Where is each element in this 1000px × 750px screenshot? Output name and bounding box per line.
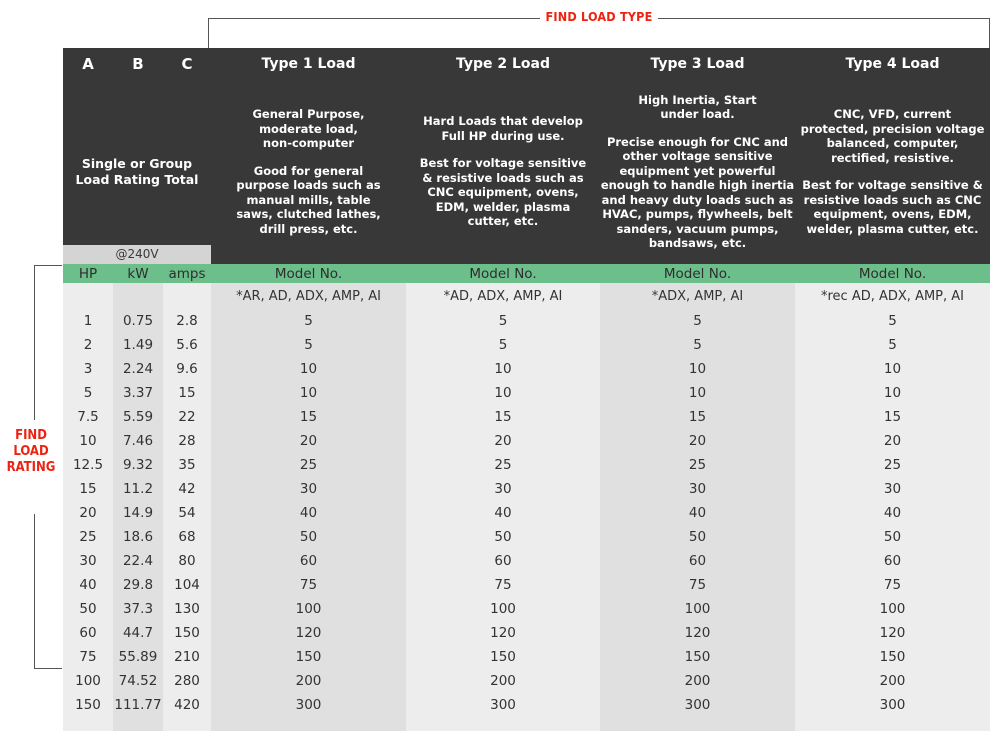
cell-hp: 12.5 (63, 453, 113, 477)
table-row (63, 429, 990, 453)
cell-model-type-3: 5 (600, 309, 795, 333)
table-row (63, 405, 990, 429)
cell-model-type-3: 120 (600, 621, 795, 645)
bracket-stem-left (208, 18, 209, 48)
cell-model-type-3: 30 (600, 477, 795, 501)
description-type-2-para-1: Hard Loads that develop Full HP during use. (423, 114, 583, 143)
tail-cell-t2 (406, 717, 600, 731)
load-rating-total-title (63, 79, 211, 264)
tail-cell-b (113, 717, 163, 731)
cell-model-type-4: 150 (795, 645, 990, 669)
cell-model-type-1: 200 (211, 669, 406, 693)
bracket-stem-right (989, 18, 990, 48)
cell-model-type-4: 25 (795, 453, 990, 477)
cell-kw: 29.8 (113, 573, 163, 597)
left-bracket-rail-bottom (34, 668, 62, 669)
cell-model-type-1: 120 (211, 621, 406, 645)
tail-cell-t3 (600, 717, 795, 731)
cell-kw: 11.2 (113, 477, 163, 501)
cell-model-type-2: 200 (406, 669, 600, 693)
cell-amps: 15 (163, 381, 211, 405)
cell-model-type-2: 300 (406, 693, 600, 717)
cell-hp: 60 (63, 621, 113, 645)
cell-kw: 44.7 (113, 621, 163, 645)
cell-kw: 111.77 (113, 693, 163, 717)
cell-model-type-2: 5 (406, 333, 600, 357)
find-load-rating-line-3: RATING (6, 460, 56, 475)
left-bracket-stem-top (34, 265, 35, 420)
cell-model-type-1: 30 (211, 477, 406, 501)
description-type-1-para-1: General Purpose, moderate load, non-computer (252, 107, 365, 150)
tail-cell-t1 (211, 717, 406, 731)
left-bracket-stem-bottom (34, 514, 35, 669)
cell-amps: 104 (163, 573, 211, 597)
description-type-3 (600, 79, 795, 264)
find-load-type-bracket (208, 9, 990, 48)
cell-model-type-1: 5 (211, 333, 406, 357)
unit-header-model-no-type-2: Model No. (406, 264, 600, 283)
cell-model-type-2: 25 (406, 453, 600, 477)
unit-header-model-no-type-1: Model No. (211, 264, 406, 283)
cell-model-type-3: 60 (600, 549, 795, 573)
table-row (63, 357, 990, 381)
units-header-row (63, 264, 990, 283)
cell-hp: 50 (63, 597, 113, 621)
header-row-descriptions (63, 79, 990, 264)
table-row (63, 549, 990, 573)
cell-model-type-2: 10 (406, 357, 600, 381)
cell-model-type-3: 10 (600, 381, 795, 405)
cell-model-type-4: 10 (795, 381, 990, 405)
column-header-type-3: Type 3 Load (600, 48, 795, 79)
cell-model-type-1: 10 (211, 357, 406, 381)
column-header-c: C (163, 48, 211, 79)
cell-amps: 68 (163, 525, 211, 549)
tail-cell-a (63, 717, 113, 731)
cell-model-type-2: 75 (406, 573, 600, 597)
cell-model-type-1: 15 (211, 405, 406, 429)
cell-hp: 10 (63, 429, 113, 453)
cell-hp: 75 (63, 645, 113, 669)
cell-model-type-2: 10 (406, 381, 600, 405)
cell-amps: 80 (163, 549, 211, 573)
cell-model-type-2: 60 (406, 549, 600, 573)
table-row (63, 693, 990, 717)
table-row (63, 525, 990, 549)
description-type-4-para-2: Best for voltage sensitive & resistive loads such as CNC equipment, ovens, EDM, welder, plasma cutter, etc. (802, 178, 983, 236)
cell-model-type-2: 120 (406, 621, 600, 645)
cell-kw: 7.46 (113, 429, 163, 453)
description-type-1-para-2: Good for general purpose loads such as manual mills, table saws, clutched lathes, drill press, etc. (236, 163, 381, 236)
cell-model-type-1: 25 (211, 453, 406, 477)
cell-model-type-2: 20 (406, 429, 600, 453)
cell-model-type-2: 15 (406, 405, 600, 429)
cell-amps: 9.6 (163, 357, 211, 381)
cell-model-type-1: 10 (211, 381, 406, 405)
cell-model-type-4: 100 (795, 597, 990, 621)
find-load-rating-line-2: LOAD (13, 444, 49, 459)
tail-cell-t4 (795, 717, 990, 731)
cell-model-type-4: 75 (795, 573, 990, 597)
table-row (63, 573, 990, 597)
cell-model-type-4: 15 (795, 405, 990, 429)
cell-kw: 5.59 (113, 405, 163, 429)
cell-model-type-4: 40 (795, 501, 990, 525)
description-type-2-para-2: Best for voltage sensitive & resistive loads such as CNC equipment, ovens, EDM, welder, plasma cutter, etc. (419, 156, 587, 229)
cell-model-type-4: 30 (795, 477, 990, 501)
volt-badge: @240V (63, 245, 211, 264)
cell-kw: 74.52 (113, 669, 163, 693)
cell-amps: 42 (163, 477, 211, 501)
cell-model-type-3: 75 (600, 573, 795, 597)
table-row (63, 669, 990, 693)
left-bracket-rail-top (34, 265, 62, 266)
description-type-4 (795, 79, 990, 264)
cell-kw: 1.49 (113, 333, 163, 357)
table-row (63, 309, 990, 333)
cell-amps: 420 (163, 693, 211, 717)
cell-model-type-3: 5 (600, 333, 795, 357)
table-row (63, 597, 990, 621)
model-code-blank-c (163, 283, 211, 309)
model-code-blank-a (63, 283, 113, 309)
description-type-4-para-1: CNC, VFD, current protected, precision voltage balanced, computer, rectified, resistive. (800, 107, 985, 165)
find-load-rating-line-1: FIND (15, 428, 47, 443)
cell-model-type-4: 20 (795, 429, 990, 453)
cell-kw: 55.89 (113, 645, 163, 669)
description-type-3-para-1: High Inertia, Start under load. (638, 92, 757, 121)
cell-kw: 9.32 (113, 453, 163, 477)
bracket-rail-left (208, 18, 540, 19)
cell-model-type-4: 5 (795, 333, 990, 357)
cell-model-type-3: 150 (600, 645, 795, 669)
cell-model-type-3: 50 (600, 525, 795, 549)
cell-hp: 40 (63, 573, 113, 597)
cell-model-type-2: 5 (406, 309, 600, 333)
description-type-1 (211, 79, 406, 264)
header-row-titles (63, 48, 990, 79)
cell-amps: 22 (163, 405, 211, 429)
model-code-type-2: *AD, ADX, AMP, AI (406, 283, 600, 309)
cell-model-type-1: 50 (211, 525, 406, 549)
cell-model-type-1: 300 (211, 693, 406, 717)
table-row (63, 477, 990, 501)
cell-hp: 150 (63, 693, 113, 717)
cell-model-type-4: 300 (795, 693, 990, 717)
table-row (63, 621, 990, 645)
table-row (63, 501, 990, 525)
cell-model-type-2: 40 (406, 501, 600, 525)
tail-cell-c (163, 717, 211, 731)
cell-model-type-2: 30 (406, 477, 600, 501)
table-row (63, 333, 990, 357)
cell-amps: 5.6 (163, 333, 211, 357)
table-row (63, 381, 990, 405)
cell-amps: 130 (163, 597, 211, 621)
column-header-type-4: Type 4 Load (795, 48, 990, 79)
cell-kw: 37.3 (113, 597, 163, 621)
load-rating-chart (63, 48, 990, 731)
cell-model-type-1: 100 (211, 597, 406, 621)
cell-hp: 20 (63, 501, 113, 525)
cell-hp: 100 (63, 669, 113, 693)
model-code-row (63, 283, 990, 309)
cell-kw: 14.9 (113, 501, 163, 525)
model-code-blank-b (113, 283, 163, 309)
bracket-rail-right (658, 18, 990, 19)
cell-model-type-4: 50 (795, 525, 990, 549)
cell-model-type-2: 150 (406, 645, 600, 669)
cell-amps: 210 (163, 645, 211, 669)
unit-header-amps: amps (163, 264, 211, 283)
cell-kw: 22.4 (113, 549, 163, 573)
cell-model-type-2: 50 (406, 525, 600, 549)
cell-hp: 3 (63, 357, 113, 381)
find-load-rating-label (0, 428, 62, 476)
column-header-type-2: Type 2 Load (406, 48, 600, 79)
column-header-type-1: Type 1 Load (211, 48, 406, 79)
cell-model-type-4: 10 (795, 357, 990, 381)
cell-model-type-1: 60 (211, 549, 406, 573)
cell-kw: 3.37 (113, 381, 163, 405)
cell-model-type-1: 150 (211, 645, 406, 669)
cell-hp: 2 (63, 333, 113, 357)
model-code-type-4: *rec AD, ADX, AMP, AI (795, 283, 990, 309)
cell-model-type-1: 20 (211, 429, 406, 453)
cell-hp: 25 (63, 525, 113, 549)
cell-hp: 7.5 (63, 405, 113, 429)
cell-amps: 150 (163, 621, 211, 645)
table-bottom-strip (63, 717, 990, 731)
cell-model-type-3: 20 (600, 429, 795, 453)
cell-kw: 2.24 (113, 357, 163, 381)
table-row (63, 645, 990, 669)
cell-amps: 54 (163, 501, 211, 525)
cell-model-type-4: 200 (795, 669, 990, 693)
cell-amps: 28 (163, 429, 211, 453)
cell-model-type-3: 100 (600, 597, 795, 621)
cell-amps: 35 (163, 453, 211, 477)
cell-hp: 1 (63, 309, 113, 333)
unit-header-model-no-type-3: Model No. (600, 264, 795, 283)
cell-kw: 18.6 (113, 525, 163, 549)
cell-model-type-1: 5 (211, 309, 406, 333)
cell-amps: 2.8 (163, 309, 211, 333)
column-header-a: A (63, 48, 113, 79)
cell-amps: 280 (163, 669, 211, 693)
cell-model-type-3: 40 (600, 501, 795, 525)
unit-header-model-no-type-4: Model No. (795, 264, 990, 283)
description-type-2 (406, 79, 600, 264)
cell-model-type-1: 40 (211, 501, 406, 525)
model-code-type-1: *AR, AD, ADX, AMP, AI (211, 283, 406, 309)
cell-kw: 0.75 (113, 309, 163, 333)
model-code-type-3: *ADX, AMP, AI (600, 283, 795, 309)
unit-header-kw: kW (113, 264, 163, 283)
cell-model-type-4: 5 (795, 309, 990, 333)
unit-header-hp: HP (63, 264, 113, 283)
cell-hp: 5 (63, 381, 113, 405)
cell-hp: 30 (63, 549, 113, 573)
cell-hp: 15 (63, 477, 113, 501)
find-load-type-label: FIND LOAD TYPE (540, 9, 658, 24)
cell-model-type-3: 300 (600, 693, 795, 717)
cell-model-type-2: 100 (406, 597, 600, 621)
cell-model-type-4: 120 (795, 621, 990, 645)
column-header-b: B (113, 48, 163, 79)
table-row (63, 453, 990, 477)
description-type-3-para-2: Precise enough for CNC and other voltage sensitive equipment yet powerful enough to handle high inertia and heavy duty loads such as HVAC, pumps, flywheels, belt sanders, vacuum pumps, bandsaws, etc. (600, 134, 795, 250)
cell-model-type-3: 25 (600, 453, 795, 477)
cell-model-type-4: 60 (795, 549, 990, 573)
load-rating-total-text: Single or Group Load Rating Total (75, 155, 199, 187)
cell-model-type-3: 10 (600, 357, 795, 381)
cell-model-type-1: 75 (211, 573, 406, 597)
cell-model-type-3: 15 (600, 405, 795, 429)
cell-model-type-3: 200 (600, 669, 795, 693)
